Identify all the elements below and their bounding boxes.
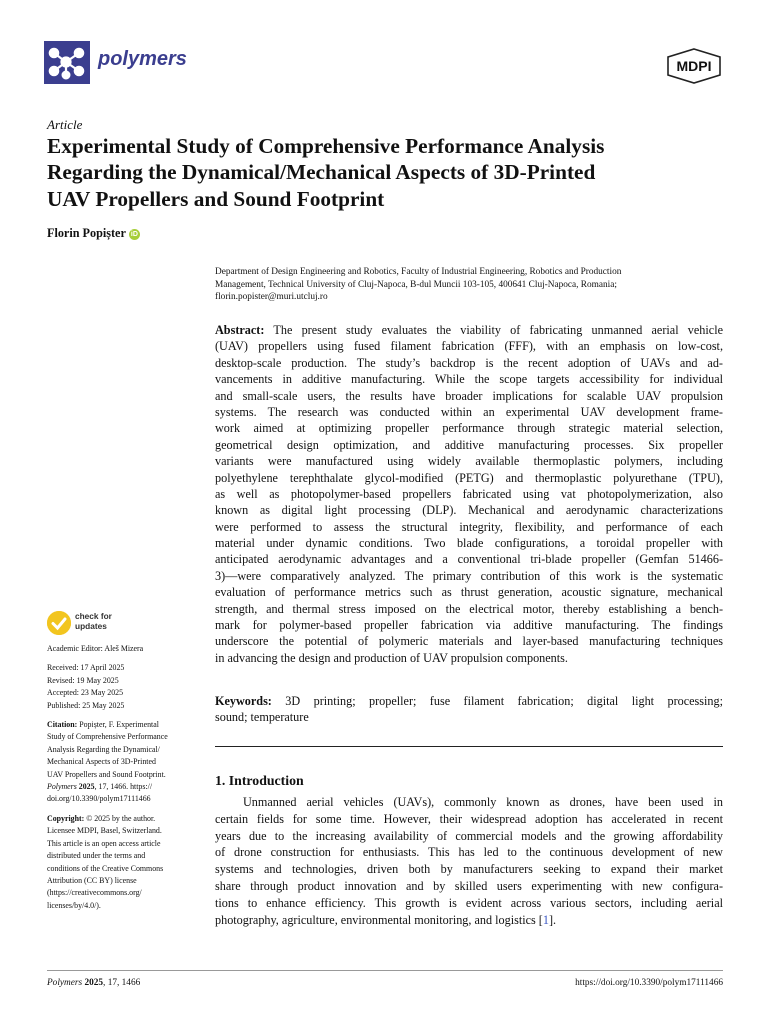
title-line: Experimental Study of Comprehensive Performance Analysis [47,134,605,158]
citation-line: Analysis Regarding the Dynamical/ [47,744,160,754]
copyright-line: Copyright: © 2025 by the author. [47,813,156,823]
abstract-line: geometrical design optimization, and additive manufacturing processes. Six propeller [215,437,723,452]
copyright-line: Licensee MDPI, Basel, Switzerland. [47,826,162,836]
intro-line: tions to enhance efficiency. This growth is evident across various sectors, including aerial [215,895,723,910]
article-type: Article [47,117,83,132]
check-for-updates-icon[interactable] [47,611,71,635]
abstract-line: evaluation of performance metrics such as thrust generation, acoustic signature, mechanical [215,585,723,600]
abstract [215,322,723,666]
intro-paragraph [215,794,723,928]
citation-line: UAV Propellers and Sound Footprint. [47,769,166,779]
citation-line: Polymers 2025, 17, 1466. https:// [47,782,153,792]
affiliation-line: Management, Technical University of Cluj-Napoca, B-dul Muncii 103-105, 400641 Cluj-Napoca, Romania; [215,279,617,290]
copyright-line: This article is an open access article [47,838,161,848]
date-received: Received: 17 April 2025 [47,663,125,673]
affiliation-line: Department of Design Engineering and Robotics, Faculty of Industrial Engineering, Robotics and Production [215,267,622,277]
footer-doi-link[interactable]: https://doi.org/10.3390/polym17111466 [575,978,723,988]
abstract-line: polyethylene terephthalate glycol-modified (PETG) and thermoplastic polyurethane (TPU), [215,470,723,485]
keywords-line: Keywords: 3D printing; propeller; fuse filament fabrication; digital light processing; [215,694,723,708]
abstract-line: strength, and thermal stress imposed on the electrical motor, thereby establishing a bench- [215,601,723,616]
copyright-line: distributed under the terms and [47,851,146,861]
citation-line: Citation: Popișter, F. Experimental [47,720,159,730]
intro-line: photography, agriculture, environmental monitoring, and logistics [1]. [215,912,557,927]
journal-logo [44,41,90,84]
intro-line: certain fields for some time. However, their widespread adoption has accelerated in recent [215,811,723,826]
abstract-line: in advancing the design and production of UAV propulsion components. [215,650,568,665]
mdpi-logo-text: MDPI [676,58,712,74]
article-title [47,133,727,212]
abstract-line: anticipated aerodynamic advantages and a conventional tri-blade propeller (Gemfan 51466- [215,552,723,567]
section-heading: 1. Introduction [215,773,304,788]
polymer-network-icon [44,41,90,84]
intro-line: share through product innovation and by skilled users experimenting with new configura- [215,878,723,893]
author-line [47,226,140,241]
citation-label: Citation: [47,720,78,730]
abstract-line: variants were manufactured using widely available thermoplastic polymers, including [215,454,723,469]
abstract-line: known as digital light processing (DLP). Mechanical and aerodynamic characterizations [215,503,723,518]
section-divider [215,746,723,747]
abstract-line: were performed to assess the structural integrity, flexibility, and performance of each [215,519,723,534]
intro-line: of drone construction for enthusiasts. This has led to the continuous development of new [215,845,723,860]
abstract-line: 3)—were comparatively analyzed. The primary contribution of this work is the systematic [215,568,723,583]
check-for-updates-button[interactable] [75,612,112,631]
abstract-line: work aimed at optimizing propeller performance through strategic material selection, [215,421,723,436]
title-line: UAV Propellers and Sound Footprint [47,186,385,211]
intro-line: Unmanned aerial vehicles (UAVs), commonly known as drones, have been used in [243,795,723,809]
abstract-line: Abstract: The present study evaluates the viability of fabricating unmanned aerial vehicle [215,323,723,337]
abstract-line: underscore the potential of polymeric materials and layer-based manufacturing techniques [215,634,723,649]
journal-name: polymers [98,48,187,70]
keywords-line: sound; temperature [215,710,309,725]
copyright-line: conditions of the Creative Commons [47,863,164,873]
orcid-icon[interactable]: iD [130,231,138,238]
citation-doi-link[interactable]: doi.org/10.3390/polym17111466 [47,794,151,804]
license-link[interactable]: licenses/by/4.0/). [47,900,101,910]
title-line: Regarding the Dynamical/Mechanical Aspects of 3D-Printed [47,160,596,185]
date-revised: Revised: 19 May 2025 [47,675,119,685]
check-line: check for [75,611,112,621]
mdpi-logo [666,48,722,84]
abstract-line: systems. The research was conducted within an experimental UAV development frame- [215,404,723,419]
affiliation [215,266,715,304]
citation-line: Mechanical Aspects of 3D-Printed [47,757,156,767]
author-name[interactable]: Florin Popișter [47,226,126,240]
abstract-line: vancements in additive manufacturing. While the scope targets accessibility for individual [215,372,723,387]
date-published: Published: 25 May 2025 [47,700,125,710]
abstract-line: and small-scale users, the results have broader implications for scalable UAV propulsion [215,388,723,403]
footer-rule [47,970,723,971]
abstract-line: desktop-scale production. The study’s backdrop is the recent adoption of UAVs and ad- [215,355,723,370]
citation-line: Study of Comprehensive Performance [47,732,168,742]
article-sidebar [47,643,207,912]
abstract-label: Abstract: [215,323,265,337]
keywords [215,693,723,726]
intro-line: years due to the increasing availability of commercial models and the growing affordability [215,828,723,843]
license-link[interactable]: (https://creativecommons.org/ [47,888,142,898]
abstract-line: (UAV) propellers using fused filament fabrication (FFF), with an emphasis on low-cost, [215,339,723,354]
keywords-label: Keywords: [215,694,272,708]
academic-editor: Academic Editor: Aleš Mizera [47,644,144,653]
abstract-line: material under dynamic conditions. Two blade configurations, a toroidal propeller with [215,536,723,551]
intro-line: systems and technologies, driven both by manufacturers seeking to expand their market [215,862,723,877]
abstract-line: as well as photopolymer-based propellers fabricated using vat photopolymerization, also [215,486,723,501]
copyright-line: Attribution (CC BY) license [47,875,137,885]
date-accepted: Accepted: 23 May 2025 [47,688,124,698]
abstract-line: mark for polymer-based propeller fabrication via additive manufacturing. The findings [215,618,723,633]
footer-citation: Polymers 2025, 17, 1466 [47,978,141,988]
check-line: updates [75,620,107,631]
citation-link[interactable]: 1 [542,912,549,927]
affiliation-email[interactable]: florin.popister@muri.utcluj.ro [215,292,328,303]
copyright-label: Copyright: [47,813,85,823]
